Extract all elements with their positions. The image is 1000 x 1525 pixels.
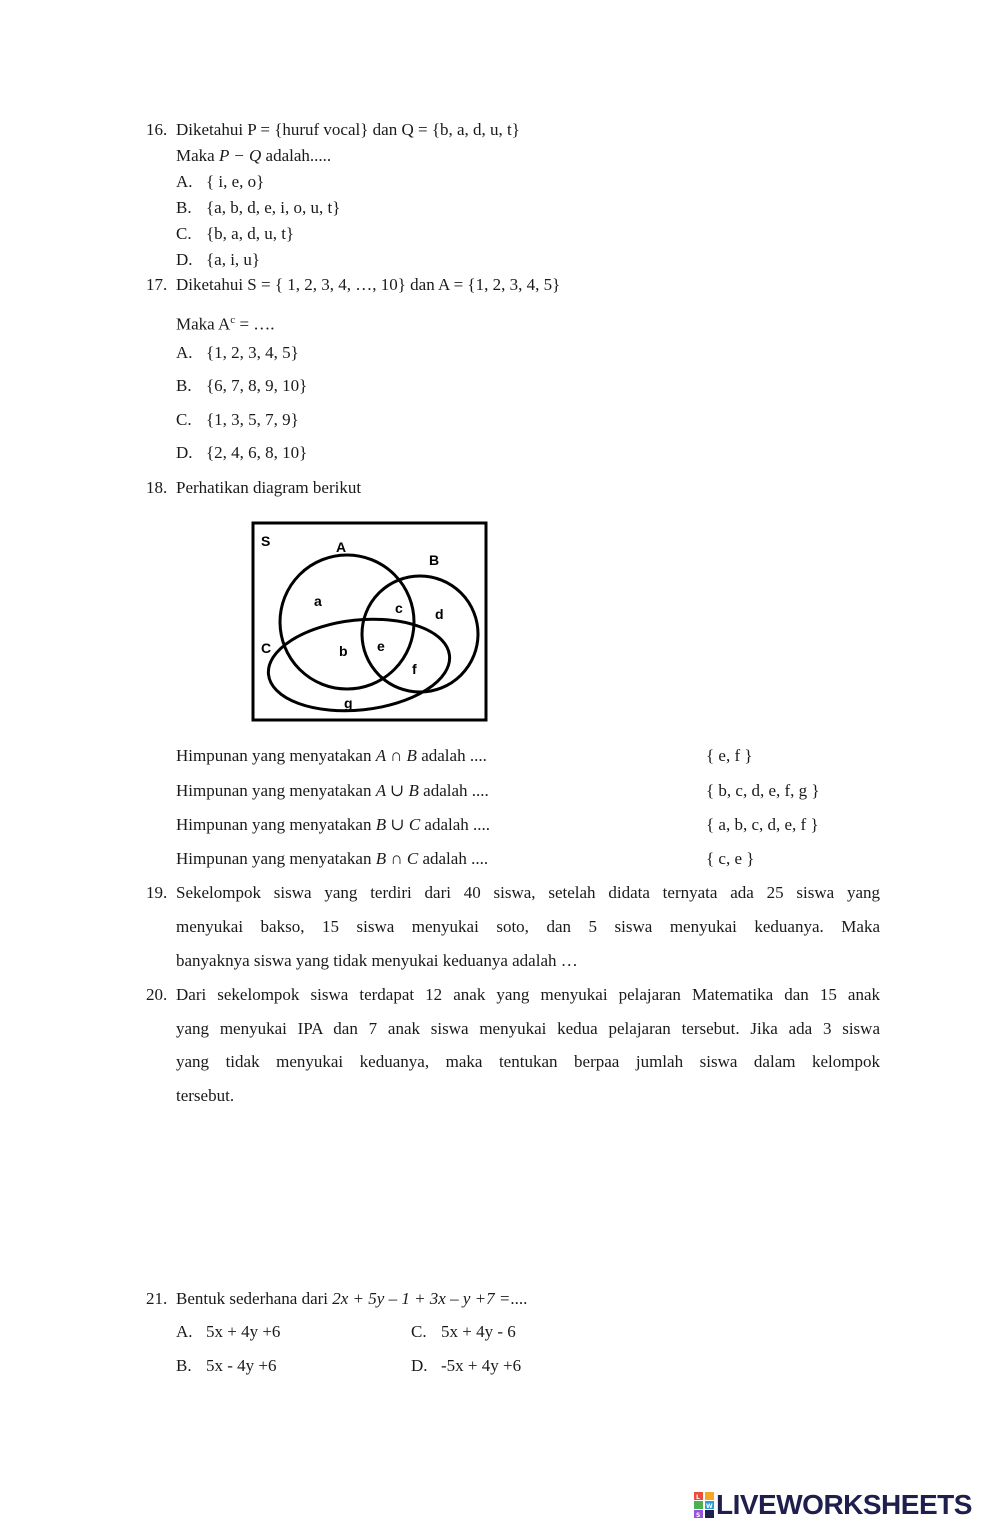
universe-rect — [253, 523, 486, 720]
question-21-stem — [176, 1289, 527, 1309]
venn-statement-1 — [176, 746, 487, 766]
question-21-option-b[interactable] — [176, 1356, 277, 1376]
option-letter: B. — [176, 198, 192, 217]
region-e: e — [377, 638, 385, 654]
option-text: {b, a, d, u, t} — [206, 224, 295, 243]
question-17-number: 17. — [146, 275, 168, 294]
question-20-line-4: tersebut. — [176, 1086, 235, 1105]
math-expression: A ∩ B — [375, 746, 417, 765]
option-text: 5x + 4y - 6 — [441, 1322, 516, 1341]
logo-mark-letter: L — [696, 1494, 700, 1501]
region-f: f — [412, 661, 417, 677]
logo-text: LIVEWORKSHEETS — [716, 1489, 972, 1520]
option-text: {1, 2, 3, 4, 5} — [206, 343, 299, 362]
question-18-number: 18. — [146, 478, 168, 497]
stem-text: .... — [510, 1289, 528, 1308]
question-20-number: 20. — [146, 985, 168, 1004]
venn-answer-3[interactable]: { a, b, c, d, e, f } — [706, 815, 819, 834]
venn-answer-4[interactable]: { c, e } — [706, 849, 755, 868]
label-s: S — [261, 533, 271, 549]
label-c: C — [261, 640, 272, 656]
option-letter: D. — [411, 1356, 428, 1375]
question-20-line-1: Dari sekelompok siswa terdapat 12 anak yang menyukai pelajaran Matematika dan 15 anak — [176, 985, 880, 1004]
set-b-circle — [362, 576, 478, 692]
math-expression: B ∪ C — [375, 815, 421, 834]
question-16-stem: Diketahui P = {huruf vocal} dan Q = {b, a, d, u, t} — [176, 120, 520, 139]
logo-mark-letter: W — [706, 1503, 713, 1510]
question-19-line-2: menyukai bakso, 15 siswa menyukai soto, dan 5 siswa menyukai keduanya. Maka — [176, 917, 880, 936]
option-letter: D. — [176, 250, 193, 269]
venn-diagram — [0, 0, 1000, 760]
region-g: g — [344, 695, 353, 711]
math-expression: A ∪ B — [375, 781, 419, 800]
option-text: { i, e, o} — [206, 172, 265, 191]
option-text: {2, 4, 6, 8, 10} — [206, 443, 308, 462]
statement-text: adalah .... — [420, 815, 491, 834]
question-21-option-a[interactable] — [176, 1322, 280, 1342]
math-expression: 2x + 5y – 1 + 3x – y +7 = — [332, 1289, 511, 1308]
liveworksheets-logo[interactable] — [696, 1488, 994, 1522]
option-text: {a, b, d, e, i, o, u, t} — [206, 198, 341, 217]
statement-text: Himpunan yang menyatakan — [176, 849, 376, 868]
option-text: {1, 3, 5, 7, 9} — [206, 410, 299, 429]
stem-text: Bentuk sederhana dari — [176, 1289, 333, 1308]
question-21-option-c[interactable] — [411, 1322, 516, 1342]
option-letter: C. — [411, 1322, 427, 1341]
liveworksheets-mark-icon — [694, 1492, 714, 1518]
set-c-ellipse — [264, 611, 454, 720]
option-text: 5x + 4y +6 — [206, 1322, 281, 1341]
label-a: A — [336, 539, 347, 555]
option-letter: C. — [176, 410, 192, 429]
venn-statement-3 — [176, 815, 490, 835]
statement-text: adalah .... — [416, 746, 487, 765]
option-letter: A. — [176, 172, 193, 191]
option-letter: B. — [176, 1356, 192, 1375]
line-text: adalah..... — [261, 146, 332, 165]
question-21-option-d[interactable] — [411, 1356, 521, 1376]
option-letter: A. — [176, 343, 193, 362]
option-letter: B. — [176, 376, 192, 395]
option-letter: A. — [176, 1322, 193, 1341]
question-17-stem: Diketahui S = { 1, 2, 3, 4, …, 10} dan A = {1, 2, 3, 4, 5} — [176, 275, 561, 294]
option-text: {a, i, u} — [206, 250, 261, 269]
region-c: c — [395, 600, 403, 616]
venn-statement-2 — [176, 781, 489, 801]
statement-text: Himpunan yang menyatakan — [176, 746, 376, 765]
complement-superscript: c — [230, 314, 236, 326]
question-20-line-2: yang menyukai IPA dan 7 anak siswa menyukai kedua pelajaran tersebut. Jika ada 3 siswa — [176, 1019, 880, 1038]
question-19-number: 19. — [146, 883, 168, 902]
option-text: -5x + 4y +6 — [441, 1356, 522, 1375]
question-16-number: 16. — [146, 120, 168, 139]
statement-text: adalah .... — [418, 849, 489, 868]
line-text: Maka — [176, 146, 219, 165]
venn-answer-2[interactable]: { b, c, d, e, f, g } — [706, 781, 820, 800]
question-20-line-3: yang tidak menyukai keduanya, maka tentukan berpaa jumlah siswa dalam kelompok — [176, 1052, 880, 1071]
venn-statement-4 — [176, 849, 488, 869]
question-19-line-1: Sekelompok siswa yang terdiri dari 40 siswa, setelah didata ternyata ada 25 siswa yang — [176, 883, 880, 902]
line-text: Maka A — [176, 314, 231, 334]
question-19-line-3: banyaknya siswa yang tidak menyukai keduanya adalah … — [176, 951, 578, 970]
question-21-number: 21. — [146, 1289, 168, 1308]
math-expression: P − Q — [218, 146, 262, 165]
option-text: 5x - 4y +6 — [206, 1356, 277, 1375]
option-text: {6, 7, 8, 9, 10} — [206, 376, 308, 395]
region-a: a — [314, 593, 322, 609]
option-letter: C. — [176, 224, 192, 243]
statement-text: Himpunan yang menyatakan — [176, 781, 376, 800]
question-18-stem: Perhatikan diagram berikut — [176, 478, 362, 497]
statement-text: Himpunan yang menyatakan — [176, 815, 376, 834]
region-b: b — [339, 643, 348, 659]
option-letter: D. — [176, 443, 193, 462]
label-b: B — [429, 552, 440, 568]
math-expression: B ∩ C — [375, 849, 419, 868]
region-d: d — [435, 606, 444, 622]
line-text: = …. — [235, 314, 275, 334]
statement-text: adalah .... — [418, 781, 489, 800]
logo-mark-letter: S — [696, 1512, 700, 1518]
venn-answer-1[interactable]: { e, f } — [706, 746, 753, 765]
